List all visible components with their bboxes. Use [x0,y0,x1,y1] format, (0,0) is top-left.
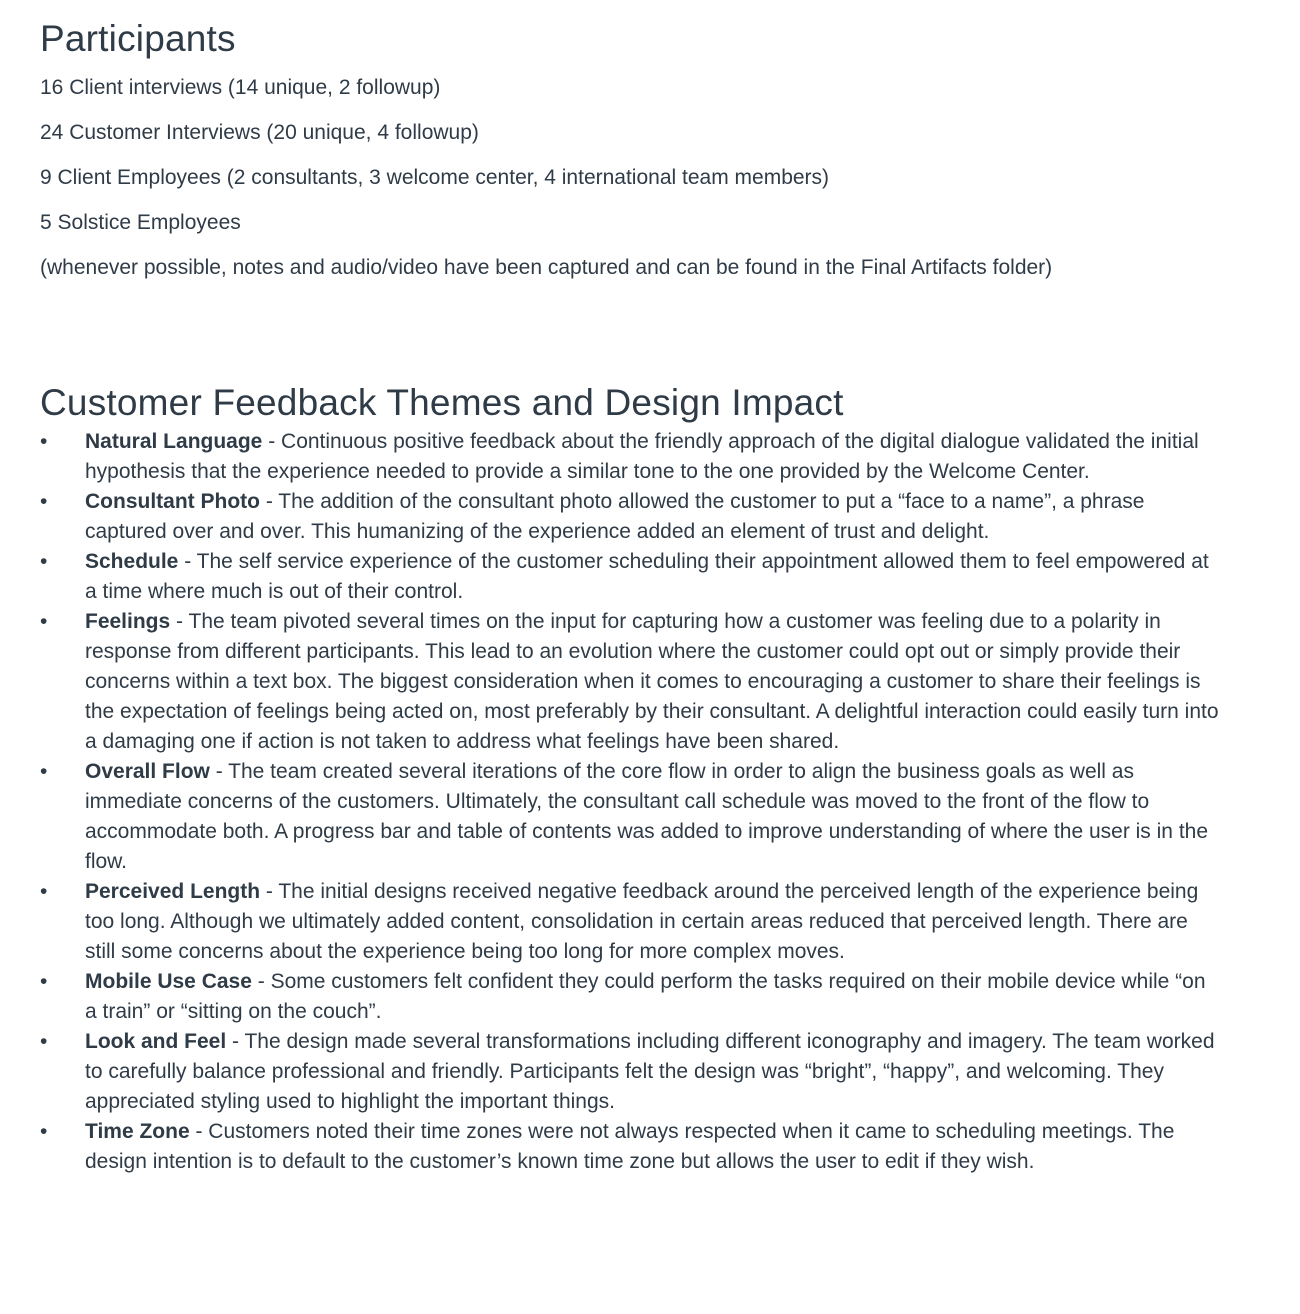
theme-description: - The team created several iterations of the core flow in order to align the business goals as well as immediate concerns of the customers. Ultimately, the consultant call schedule was moved to the front of the flow to accommodate both. A progress bar and table of contents was added to improve understanding of where the user is in the flow. [85,760,1209,873]
participants-line: 9 Client Employees (2 consultants, 3 welcome center, 4 international team members) [40,166,830,189]
theme-name: Perceived Length [85,880,261,903]
bullet: • [40,550,48,573]
participants-line: 24 Customer Interviews (20 unique, 4 followup) [40,121,479,144]
bullet: • [40,490,48,513]
theme-name: Feelings [85,610,171,633]
theme-description: - The addition of the consultant photo allowed the customer to put a “face to a name”, a phrase captured over and over. This humanizing of the experience added an element of trust and delight. [85,490,1145,543]
participants-line: 16 Client interviews (14 unique, 2 followup) [40,76,441,99]
theme-description: - Customers noted their time zones were not always respected when it came to scheduling meetings. The design intention is to default to the customer’s known time zone but allows the user to edit if they wish. [85,1120,1175,1173]
theme-name: Schedule [85,550,179,573]
bullet: • [40,970,48,993]
theme-item [40,877,1220,967]
theme-name: Overall Flow [85,760,210,783]
bullet: • [40,430,48,453]
theme-item [40,427,1220,487]
themes-list [40,427,1220,1177]
theme-item [40,607,1220,757]
bullet: • [40,1030,48,1053]
participants-heading: Participants [40,18,236,59]
bullet: • [40,1120,48,1143]
document-page [40,0,1220,1177]
themes-heading: Customer Feedback Themes and Design Impact [40,382,844,423]
theme-name: Natural Language [85,430,263,453]
theme-item [40,967,1220,1027]
theme-name: Consultant Photo [85,490,260,513]
theme-description: - The design made several transformations including different iconography and imagery. The team worked to carefully balance professional and friendly. Participants felt the design was “bright”, “happy”, and welcoming. They appreciated styling used to highlight the important things. [85,1030,1215,1113]
theme-description: - The team pivoted several times on the input for capturing how a customer was feeling due to a polarity in response from different participants. This lead to an evolution where the customer could opt out or simply provide their concerns within a text box. The biggest consideration when it comes to encouraging a customer to share their feelings is the expectation of feelings being acted on, most preferably by their consultant. A delightful interaction could easily turn into a damaging one if action is not taken to address what feelings have been shared. [85,610,1219,753]
participants-note: (whenever possible, notes and audio/video have been captured and can be found in the Final Artifacts folder) [40,256,1053,279]
theme-description: - Continuous positive feedback about the friendly approach of the digital dialogue validated the initial hypothesis that the experience needed to provide a similar tone to the one provided by the Welcome Center. [85,430,1199,483]
bullet: • [40,610,48,633]
theme-item [40,487,1220,547]
theme-item [40,547,1220,607]
theme-description: - Some customers felt confident they could perform the tasks required on their mobile device while “on a train” or “sitting on the couch”. [85,970,1206,1023]
participants-list [40,65,1220,290]
theme-name: Time Zone [85,1120,190,1143]
theme-name: Mobile Use Case [85,970,252,993]
theme-description: - The self service experience of the customer scheduling their appointment allowed them to feel empowered at a time where much is out of their control. [85,550,1209,603]
bullet: • [40,760,48,783]
theme-name: Look and Feel [85,1030,227,1053]
theme-description: - The initial designs received negative feedback around the perceived length of the experience being too long. Although we ultimately added content, consolidation in certain areas reduced that perceived length. There are still some concerns about the experience being too long for more complex moves. [85,880,1199,963]
bullet: • [40,880,48,903]
participants-line: 5 Solstice Employees [40,211,241,234]
theme-item [40,1027,1220,1117]
theme-item [40,757,1220,877]
theme-item [40,1117,1220,1177]
